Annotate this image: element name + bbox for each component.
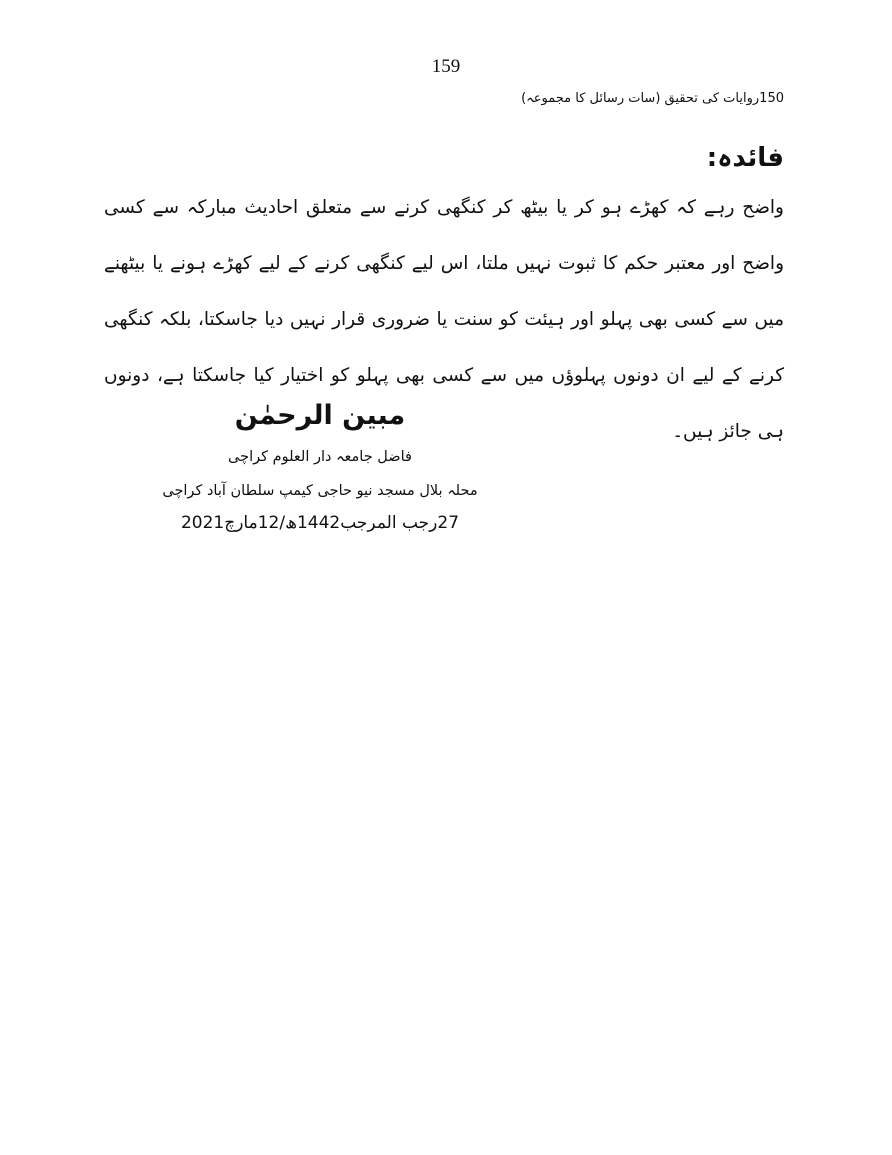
signature-address: محلہ بلال مسجد نیو حاجی کیمپ سلطان آباد کراچی <box>162 483 478 499</box>
section-heading: فائدہ: <box>706 143 784 173</box>
signature-block <box>160 392 480 538</box>
page-number: 159 <box>431 56 461 77</box>
body-paragraph: واضح رہے کہ کھڑے ہو کر یا بیٹھ کر کنگھی کرنے سے متعلق احادیث مبارکہ سے کسی واضح اور معتبر حکم کا ثبوت نہیں ملتا، اس لیے کنگھی کرنے کے لیے کھڑے ہونے یا بیٹھنے میں سے کسی بھی پہلو اور ہیئت کو سنت یا ضروری قرار نہیں دیا جاسکتا، بلکہ کنگھی کرنے کے لیے ان دونوں پہلوؤں میں سے کسی بھی پہلو کو اختیار کیا جاسکتا ہے، دونوں ہی جائز ہیں۔ <box>104 197 784 442</box>
signature-name: مبین الرحمٰن <box>234 400 406 431</box>
signature-date: 27رجب المرجب1442ھ/12مارچ2021 <box>180 513 460 533</box>
signature-title: فاضل جامعہ دار العلوم کراچی <box>228 449 412 465</box>
running-header: 150روایات کی تحقیق (سات رسائل کا مجموعہ) <box>521 91 784 106</box>
